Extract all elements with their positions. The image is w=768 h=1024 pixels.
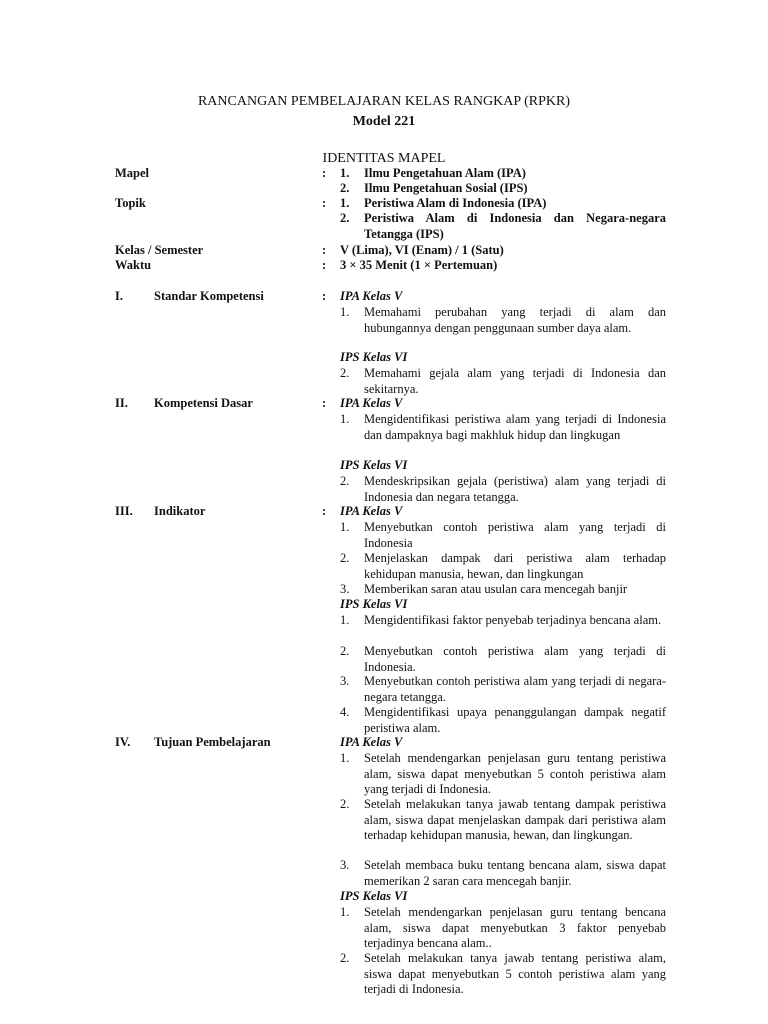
list-number: 1.: [340, 412, 350, 426]
list-number: 4.: [340, 705, 350, 719]
list-number: 2.: [340, 474, 350, 488]
colon: :: [322, 196, 327, 210]
list-item: Mengidentifikasi upaya penanggulangan dampak negatif peristiwa alam.: [364, 705, 666, 735]
section-title: Tujuan Pembelajaran: [154, 735, 271, 749]
doc-subtitle: Model 221: [352, 114, 416, 129]
group-heading-ipa: IPA Kelas V: [340, 735, 403, 749]
section-title: Indikator: [154, 504, 206, 518]
list-item: Memahami gejala alam yang terjadi di Indonesia dan sekitarnya.: [364, 366, 666, 396]
section-number: IV.: [115, 735, 131, 749]
identity-heading: IDENTITAS MAPEL: [322, 151, 446, 166]
group-heading-ipa: IPA Kelas V: [340, 289, 403, 303]
list-item: Setelah mendengarkan penjelasan guru tentang peristiwa alam, siswa dapat menyebutkan 5 contoh peristiwa alam yang terjadi di Indonesia.: [364, 751, 666, 797]
list-item: Menyebutkan contoh peristiwa alam yang terjadi di Indonesia.: [364, 644, 666, 674]
colon: :: [322, 289, 327, 303]
list-item: Mendeskripsikan gejala (peristiwa) alam yang terjadi di Indonesia dan negara tetangga.: [364, 474, 666, 504]
list-item: Setelah mendengarkan penjelasan guru tentang bencana alam, siswa dapat menyebutkan 3 faktor penyebab terjadinya bencana alam..: [364, 905, 666, 951]
section-number: I.: [115, 289, 123, 303]
waktu-value: 3 × 35 Menit (1 × Pertemuan): [340, 258, 498, 272]
mapel-label: Mapel: [115, 166, 150, 180]
colon: :: [322, 504, 327, 518]
doc-title: RANCANGAN PEMBELAJARAN KELAS RANGKAP (RPKR): [197, 94, 571, 109]
list-number: 2.: [340, 366, 350, 380]
section-number: III.: [115, 504, 133, 518]
list-item: Menjelaskan dampak dari peristiwa alam terhadap kehidupan manusia, hewan, dan lingkungan: [364, 551, 666, 581]
list-item: Memahami perubahan yang terjadi di alam dan hubungannya dengan penggunaan sumber daya alam.: [364, 305, 666, 335]
group-heading-ips: IPS Kelas VI: [340, 889, 408, 903]
topik-item: Peristiwa Alam di Indonesia (IPA): [364, 196, 547, 210]
kelas-label: Kelas / Semester: [115, 243, 204, 257]
group-heading-ipa: IPA Kelas V: [340, 504, 403, 518]
list-item: Mengidentifikasi faktor penyebab terjadinya bencana alam.: [364, 613, 662, 627]
list-number: 1.: [340, 196, 350, 210]
list-number: 1.: [340, 613, 350, 627]
list-item: Setelah melakukan tanya jawab tentang dampak peristiwa alam, siswa dapat menjelaskan dampak dari peristiwa alam terhadap kehidupan manusia, hewan, dan lingkungan.: [364, 797, 666, 843]
list-number: 1.: [340, 751, 350, 765]
colon: :: [322, 396, 327, 410]
waktu-label: Waktu: [115, 258, 152, 272]
list-item: Menyebutkan contoh peristiwa alam yang terjadi di negara- negara tetangga.: [364, 674, 666, 704]
group-heading-ips: IPS Kelas VI: [340, 597, 408, 611]
list-item: Mengidentifikasi peristiwa alam yang terjadi di Indonesia dan dampaknya bagi makhluk hidup dan lingkugan: [364, 412, 666, 442]
list-number: 3.: [340, 858, 350, 872]
group-heading-ips: IPS Kelas VI: [340, 458, 408, 472]
list-item: Setelah melakukan tanya jawab tentang peristiwa alam, siswa dapat menyebutkan 5 contoh peristiwa alam yang terjadi di Indonesia.: [364, 951, 666, 997]
group-heading-ips: IPS Kelas VI: [340, 350, 408, 364]
list-number: 1.: [340, 166, 350, 180]
kelas-value: V (Lima), VI (Enam) / 1 (Satu): [340, 243, 504, 257]
list-number: 2.: [340, 211, 350, 225]
section-title: Standar Kompetensi: [154, 289, 264, 303]
list-number: 2.: [340, 797, 350, 811]
list-item: Setelah membaca buku tentang bencana alam, siswa dapat memerikan 2 saran cara mencegah banjir.: [364, 858, 666, 888]
list-number: 2.: [340, 644, 350, 658]
colon: :: [322, 166, 327, 180]
colon: :: [322, 258, 327, 272]
topik-label: Topik: [115, 196, 146, 210]
list-number: 2.: [340, 951, 350, 965]
list-number: 2.: [340, 181, 350, 195]
list-number: 2.: [340, 551, 350, 565]
list-number: 1.: [340, 520, 350, 534]
mapel-item: Ilmu Pengetahuan Alam (IPA): [364, 166, 526, 180]
topik-item: Peristiwa Alam di Indonesia dan Negara-negara Tetangga (IPS): [364, 211, 666, 241]
colon: :: [322, 243, 327, 257]
list-number: 3.: [340, 674, 350, 688]
section-number: II.: [115, 396, 128, 410]
section-title: Kompetensi Dasar: [154, 396, 253, 410]
list-item: Menyebutkan contoh peristiwa alam yang terjadi di Indonesia: [364, 520, 666, 550]
list-item: Memberikan saran atau usulan cara mencegah banjir: [364, 582, 628, 596]
list-number: 3.: [340, 582, 350, 596]
mapel-item: Ilmu Pengetahuan Sosial (IPS): [364, 181, 528, 195]
list-number: 1.: [340, 905, 350, 919]
group-heading-ipa: IPA Kelas V: [340, 396, 403, 410]
list-number: 1.: [340, 305, 350, 319]
